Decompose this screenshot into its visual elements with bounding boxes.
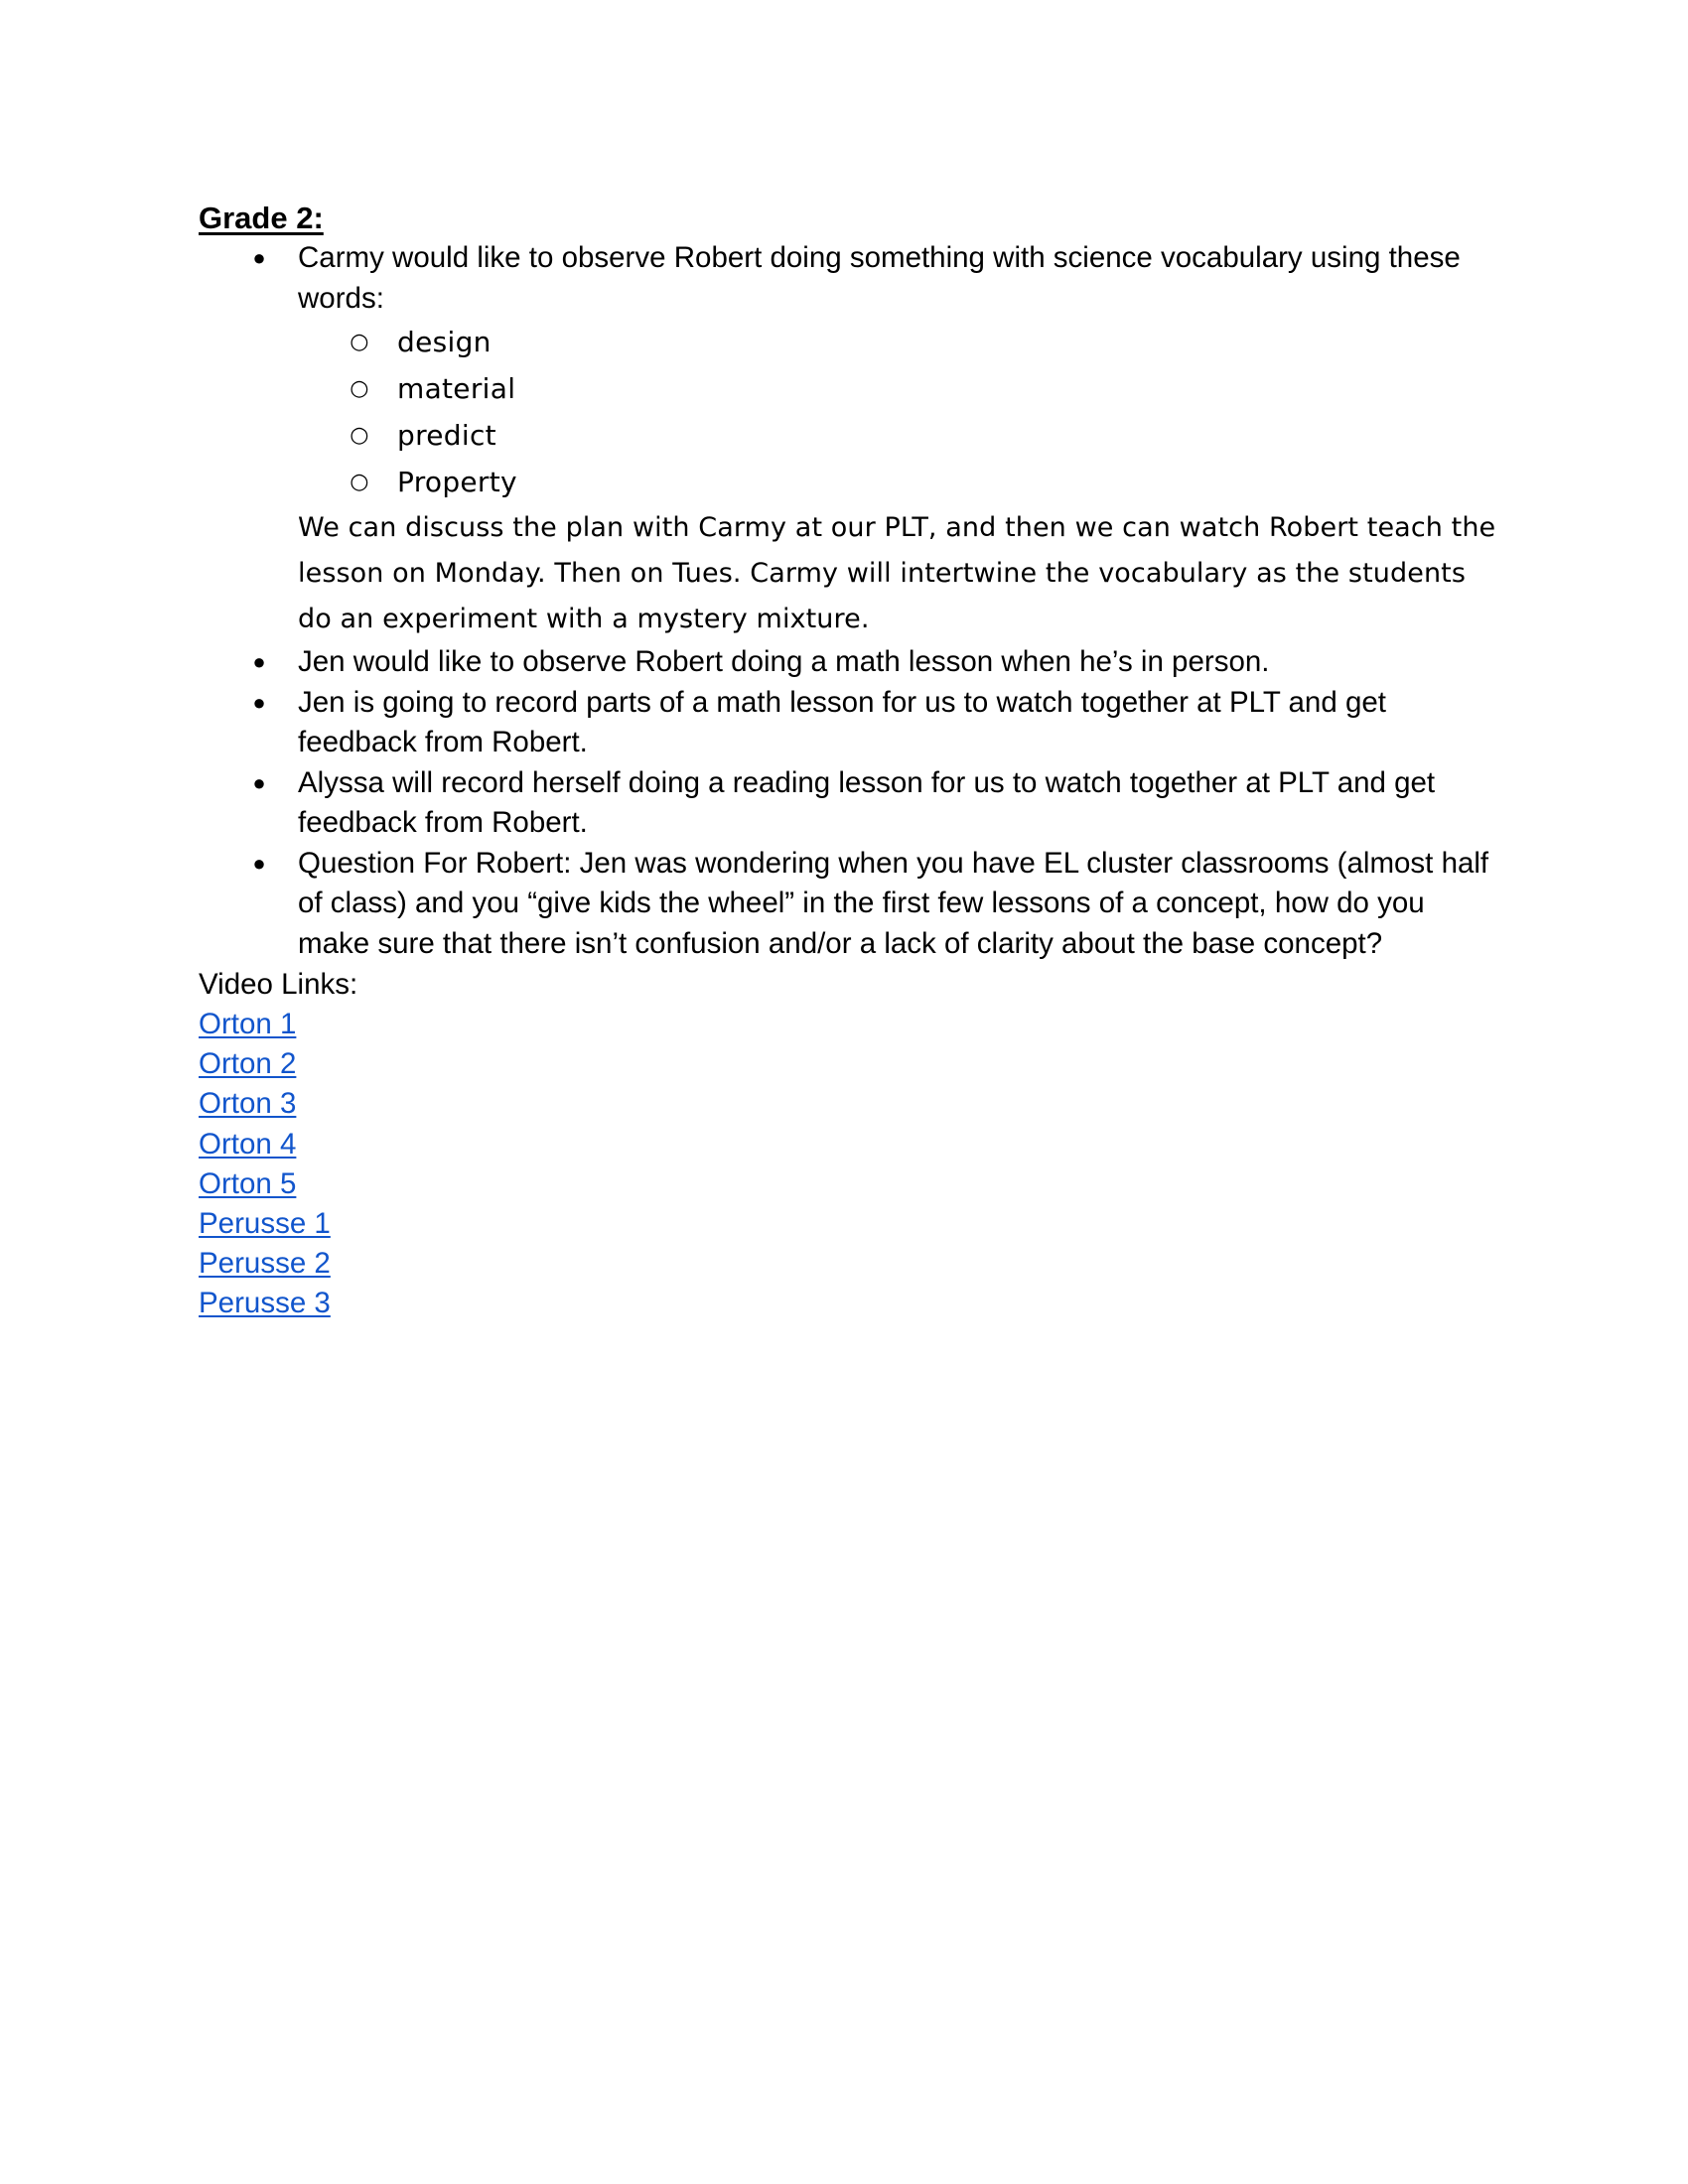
bullet-text: Jen is going to record parts of a math lesson for us to watch together at PLT and get feedback from Robert.: [298, 685, 1386, 758]
video-link-item: [199, 1284, 331, 1323]
bullet-icon: ●: [252, 245, 266, 270]
bullet-item: [199, 763, 1499, 844]
video-link-item: [199, 1204, 331, 1244]
video-links-list: [199, 1005, 331, 1324]
bullet-text: Question For Robert: Jen was wondering when you have EL cluster classrooms (almost half of class) and you “give kids the wheel” in the first few lessons of a concept, how do you make sure that there isn’t confusion and/or a lack of clarity about the base concept?: [298, 846, 1489, 960]
bullet-list: [199, 238, 1499, 964]
video-link-item: [199, 1084, 331, 1124]
circle-bullet-icon: ○: [350, 330, 369, 354]
video-link-orton-3[interactable]: Orton 3: [199, 1087, 297, 1121]
circle-bullet-icon: ○: [350, 376, 369, 401]
sublist-item: [298, 459, 1499, 505]
section-heading: Grade 2:: [199, 201, 324, 235]
bullet-item: [199, 238, 1499, 642]
bullet-text: Jen would like to observe Robert doing a math lesson when he’s in person.: [298, 645, 1270, 678]
video-link-orton-5[interactable]: Orton 5: [199, 1166, 297, 1200]
plan-paragraph: We can discuss the plan with Carmy at our PLT, and then we can watch Robert teach the lesson on Monday. Then on Tues. Carmy will intertwine the vocabulary as the students do an experiment with a mystery mixture.: [298, 512, 1496, 634]
video-link-perusse-1[interactable]: Perusse 1: [199, 1207, 331, 1241]
video-link-item: [199, 1005, 331, 1044]
video-link-perusse-2[interactable]: Perusse 2: [199, 1247, 331, 1281]
bullet-item: [199, 683, 1499, 763]
vocabulary-word: material: [397, 372, 516, 405]
vocabulary-word: Property: [397, 466, 517, 498]
video-link-orton-4[interactable]: Orton 4: [199, 1127, 297, 1160]
sublist-item: [298, 412, 1499, 459]
sublist-item: [298, 319, 1499, 365]
vocabulary-sublist: [298, 319, 1499, 505]
bullet-icon: ●: [252, 850, 266, 876]
bullet-text: Carmy would like to observe Robert doing something with science vocabulary using these words:: [298, 241, 1461, 315]
video-link-perusse-3[interactable]: Perusse 3: [199, 1287, 331, 1320]
video-link-item: [199, 1244, 331, 1284]
video-link-orton-1[interactable]: Orton 1: [199, 1008, 297, 1040]
video-link-item: [199, 1164, 331, 1204]
vocabulary-word: predict: [397, 419, 496, 452]
video-link-orton-2[interactable]: Orton 2: [199, 1047, 297, 1081]
vocabulary-word: design: [397, 326, 492, 358]
video-links-label: Video Links:: [199, 968, 358, 1001]
sublist-item: [298, 365, 1499, 412]
bullet-item: [199, 642, 1499, 683]
bullet-icon: ●: [252, 769, 266, 795]
bullet-icon: ●: [252, 649, 266, 674]
circle-bullet-icon: ○: [350, 470, 369, 494]
bullet-icon: ●: [252, 689, 266, 715]
circle-bullet-icon: ○: [350, 423, 369, 448]
bullet-item: [199, 844, 1499, 965]
bullet-text: Alyssa will record herself doing a reading lesson for us to watch together at PLT and get feedback from Robert.: [298, 765, 1436, 839]
video-link-item: [199, 1125, 331, 1164]
video-link-item: [199, 1044, 331, 1084]
